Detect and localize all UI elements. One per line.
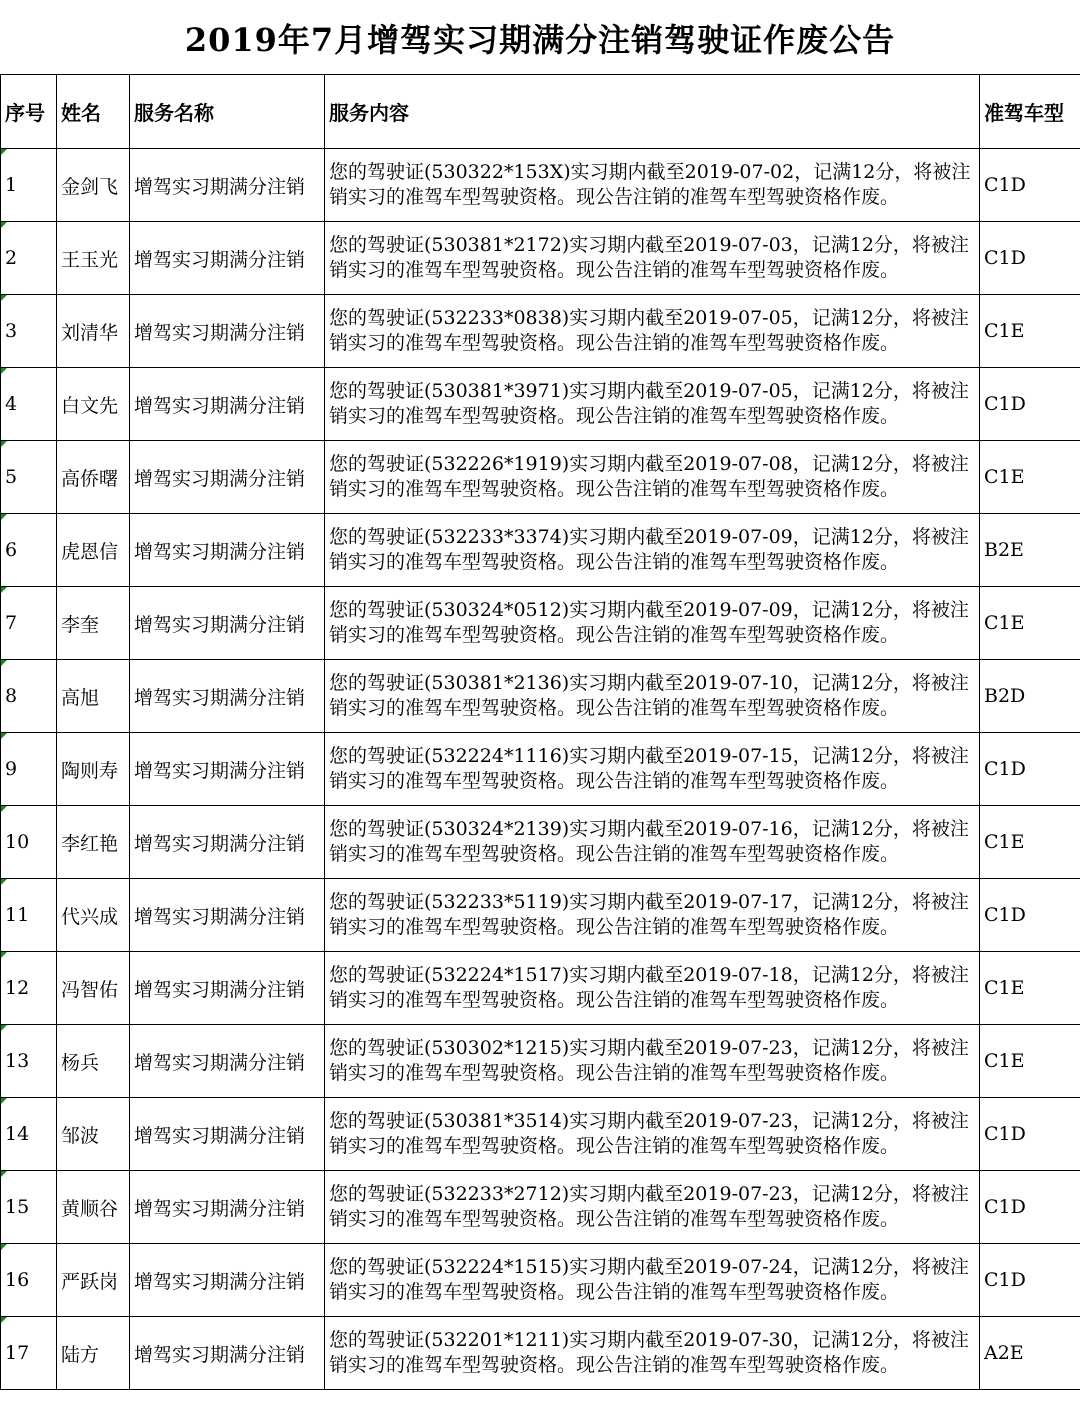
cell-name: 李奎	[57, 587, 130, 660]
table-row	[1, 149, 1080, 222]
table-row	[1, 1025, 1080, 1098]
cell-service-name: 增驾实习期满分注销	[130, 514, 325, 587]
table-row	[1, 587, 1080, 660]
cell-name: 李红艳	[57, 806, 130, 879]
cell-vehicle-type: C1E	[980, 441, 1080, 514]
cell-marker-icon	[1, 733, 7, 739]
cell-seq: 14	[1, 1098, 57, 1171]
cell-service-name: 增驾实习期满分注销	[130, 1317, 325, 1390]
cell-marker-icon	[1, 587, 7, 593]
cell-service-content: 您的驾驶证(532224*1517)实习期内截至2019-07-18，记满12分，将被注销实习的准驾车型驾驶资格。现公告注销的准驾车型驾驶资格作废。	[325, 952, 980, 1025]
cell-service-name: 增驾实习期满分注销	[130, 879, 325, 952]
cell-service-name: 增驾实习期满分注销	[130, 1098, 325, 1171]
cell-vehicle-type: C1D	[980, 1244, 1080, 1317]
cell-vehicle-type: B2E	[980, 514, 1080, 587]
cell-marker-icon	[1, 660, 7, 666]
cell-marker-icon	[1, 879, 7, 885]
cell-marker-icon	[1, 149, 7, 155]
cell-seq: 5	[1, 441, 57, 514]
cell-name: 刘清华	[57, 295, 130, 368]
cell-seq: 2	[1, 222, 57, 295]
cell-seq: 16	[1, 1244, 57, 1317]
cell-vehicle-type: C1E	[980, 295, 1080, 368]
cell-service-content: 您的驾驶证(530324*2139)实习期内截至2019-07-16，记满12分，将被注销实习的准驾车型驾驶资格。现公告注销的准驾车型驾驶资格作废。	[325, 806, 980, 879]
header-name: 姓名	[57, 75, 130, 149]
table-row	[1, 514, 1080, 587]
cell-service-content: 您的驾驶证(532233*3374)实习期内截至2019-07-09，记满12分，将被注销实习的准驾车型驾驶资格。现公告注销的准驾车型驾驶资格作废。	[325, 514, 980, 587]
cell-marker-icon	[1, 368, 7, 374]
cell-service-name: 增驾实习期满分注销	[130, 222, 325, 295]
cell-marker-icon	[1, 952, 7, 958]
cell-name: 王玉光	[57, 222, 130, 295]
cell-marker-icon	[1, 1244, 7, 1250]
cell-service-content: 您的驾驶证(532226*1919)实习期内截至2019-07-08，记满12分，将被注销实习的准驾车型驾驶资格。现公告注销的准驾车型驾驶资格作废。	[325, 441, 980, 514]
table-row	[1, 1171, 1080, 1244]
cell-marker-icon	[1, 514, 7, 520]
cell-seq: 9	[1, 733, 57, 806]
cell-service-name: 增驾实习期满分注销	[130, 1171, 325, 1244]
cell-service-name: 增驾实习期满分注销	[130, 587, 325, 660]
cell-service-content: 您的驾驶证(530324*0512)实习期内截至2019-07-09，记满12分，将被注销实习的准驾车型驾驶资格。现公告注销的准驾车型驾驶资格作废。	[325, 587, 980, 660]
header-vehicle-type: 准驾车型	[980, 75, 1080, 149]
cell-service-content: 您的驾驶证(532233*5119)实习期内截至2019-07-17，记满12分，将被注销实习的准驾车型驾驶资格。现公告注销的准驾车型驾驶资格作废。	[325, 879, 980, 952]
cell-seq: 6	[1, 514, 57, 587]
cell-service-name: 增驾实习期满分注销	[130, 806, 325, 879]
cell-seq: 17	[1, 1317, 57, 1390]
cell-service-name: 增驾实习期满分注销	[130, 1244, 325, 1317]
cell-service-name: 增驾实习期满分注销	[130, 441, 325, 514]
table-row	[1, 1244, 1080, 1317]
table-header-row	[1, 75, 1080, 149]
cell-vehicle-type: C1D	[980, 222, 1080, 295]
cell-marker-icon	[1, 295, 7, 301]
table-row	[1, 1098, 1080, 1171]
cell-marker-icon	[1, 1171, 7, 1177]
table-row	[1, 368, 1080, 441]
cell-seq: 11	[1, 879, 57, 952]
cell-service-name: 增驾实习期满分注销	[130, 733, 325, 806]
table-body	[1, 149, 1080, 1390]
cell-service-content: 您的驾驶证(532233*2712)实习期内截至2019-07-23，记满12分，将被注销实习的准驾车型驾驶资格。现公告注销的准驾车型驾驶资格作废。	[325, 1171, 980, 1244]
cell-seq: 12	[1, 952, 57, 1025]
cell-service-content: 您的驾驶证(532233*0838)实习期内截至2019-07-05，记满12分，将被注销实习的准驾车型驾驶资格。现公告注销的准驾车型驾驶资格作废。	[325, 295, 980, 368]
cell-name: 邹波	[57, 1098, 130, 1171]
cell-marker-icon	[1, 1025, 7, 1031]
cell-name: 陶则寿	[57, 733, 130, 806]
cell-seq: 8	[1, 660, 57, 733]
cell-vehicle-type: C1E	[980, 1025, 1080, 1098]
cell-service-name: 增驾实习期满分注销	[130, 149, 325, 222]
cell-name: 高旭	[57, 660, 130, 733]
cell-vehicle-type: C1E	[980, 952, 1080, 1025]
cell-seq: 13	[1, 1025, 57, 1098]
cell-name: 杨兵	[57, 1025, 130, 1098]
cell-service-name: 增驾实习期满分注销	[130, 660, 325, 733]
cell-vehicle-type: B2D	[980, 660, 1080, 733]
cell-service-name: 增驾实习期满分注销	[130, 1025, 325, 1098]
cell-seq: 10	[1, 806, 57, 879]
cell-name: 严跃岗	[57, 1244, 130, 1317]
table-row	[1, 1317, 1080, 1390]
cell-service-content: 您的驾驶证(530381*2172)实习期内截至2019-07-03，记满12分，将被注销实习的准驾车型驾驶资格。现公告注销的准驾车型驾驶资格作废。	[325, 222, 980, 295]
table-row	[1, 295, 1080, 368]
cell-service-content: 您的驾驶证(530381*2136)实习期内截至2019-07-10，记满12分，将被注销实习的准驾车型驾驶资格。现公告注销的准驾车型驾驶资格作废。	[325, 660, 980, 733]
cell-vehicle-type: C1E	[980, 587, 1080, 660]
cell-service-name: 增驾实习期满分注销	[130, 295, 325, 368]
cell-marker-icon	[1, 441, 7, 447]
cell-vehicle-type: A2E	[980, 1317, 1080, 1390]
cell-vehicle-type: C1D	[980, 879, 1080, 952]
cell-seq: 4	[1, 368, 57, 441]
table-row	[1, 222, 1080, 295]
cell-name: 黄顺谷	[57, 1171, 130, 1244]
cell-service-content: 您的驾驶证(530381*3514)实习期内截至2019-07-23，记满12分，将被注销实习的准驾车型驾驶资格。现公告注销的准驾车型驾驶资格作废。	[325, 1098, 980, 1171]
cell-vehicle-type: C1D	[980, 1171, 1080, 1244]
cell-vehicle-type: C1D	[980, 368, 1080, 441]
header-service-name: 服务名称	[130, 75, 325, 149]
cell-vehicle-type: C1E	[980, 806, 1080, 879]
table-row	[1, 441, 1080, 514]
cell-name: 金剑飞	[57, 149, 130, 222]
table-row	[1, 879, 1080, 952]
cell-marker-icon	[1, 222, 7, 228]
header-service-content: 服务内容	[325, 75, 980, 149]
cell-service-content: 您的驾驶证(532224*1515)实习期内截至2019-07-24，记满12分，将被注销实习的准驾车型驾驶资格。现公告注销的准驾车型驾驶资格作废。	[325, 1244, 980, 1317]
page-title: 2019年7月增驾实习期满分注销驾驶证作废公告	[184, 21, 896, 59]
header-seq: 序号	[1, 75, 57, 149]
cell-seq: 3	[1, 295, 57, 368]
cell-name: 白文先	[57, 368, 130, 441]
cell-service-content: 您的驾驶证(530322*153X)实习期内截至2019-07-02，记满12分，将被注销实习的准驾车型驾驶资格。现公告注销的准驾车型驾驶资格作废。	[325, 149, 980, 222]
cell-service-name: 增驾实习期满分注销	[130, 952, 325, 1025]
cell-name: 高侨曙	[57, 441, 130, 514]
table-row	[1, 806, 1080, 879]
table-row	[1, 660, 1080, 733]
cell-marker-icon	[1, 806, 7, 812]
cell-service-content: 您的驾驶证(530302*1215)实习期内截至2019-07-23，记满12分，将被注销实习的准驾车型驾驶资格。现公告注销的准驾车型驾驶资格作废。	[325, 1025, 980, 1098]
cell-vehicle-type: C1D	[980, 149, 1080, 222]
table-row	[1, 733, 1080, 806]
cell-service-content: 您的驾驶证(530381*3971)实习期内截至2019-07-05，记满12分，将被注销实习的准驾车型驾驶资格。现公告注销的准驾车型驾驶资格作废。	[325, 368, 980, 441]
cell-seq: 1	[1, 149, 57, 222]
cell-vehicle-type: C1D	[980, 733, 1080, 806]
cell-seq: 15	[1, 1171, 57, 1244]
cell-name: 陆方	[57, 1317, 130, 1390]
cell-name: 冯智佑	[57, 952, 130, 1025]
cell-service-name: 增驾实习期满分注销	[130, 368, 325, 441]
cell-name: 虎恩信	[57, 514, 130, 587]
cell-marker-icon	[1, 1098, 7, 1104]
cell-service-content: 您的驾驶证(532224*1116)实习期内截至2019-07-15，记满12分，将被注销实习的准驾车型驾驶资格。现公告注销的准驾车型驾驶资格作废。	[325, 733, 980, 806]
cell-name: 代兴成	[57, 879, 130, 952]
notice-table	[0, 74, 1080, 1390]
cell-vehicle-type: C1D	[980, 1098, 1080, 1171]
cell-marker-icon	[1, 1317, 7, 1323]
table-row	[1, 952, 1080, 1025]
cell-seq: 7	[1, 587, 57, 660]
cell-service-content: 您的驾驶证(532201*1211)实习期内截至2019-07-30，记满12分，将被注销实习的准驾车型驾驶资格。现公告注销的准驾车型驾驶资格作废。	[325, 1317, 980, 1390]
